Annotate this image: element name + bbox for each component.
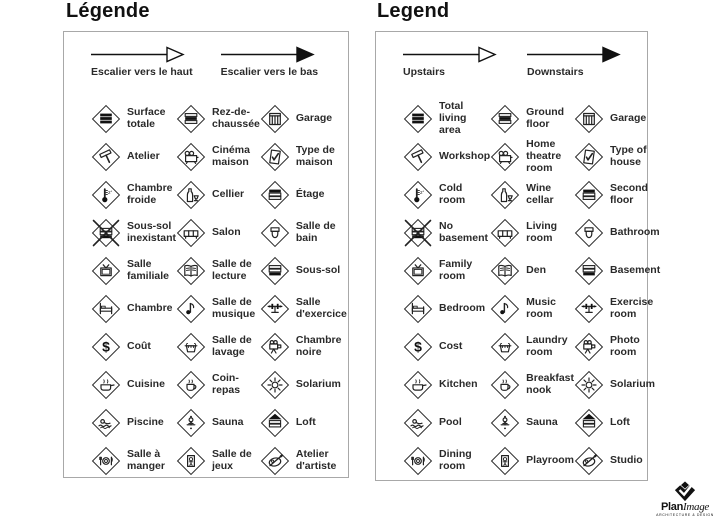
- photo-room-icon: [574, 332, 604, 362]
- legend-item-studio: [574, 442, 660, 480]
- legend-item-solarium: [260, 366, 347, 404]
- legend-item-total-living-area: [91, 100, 176, 138]
- upstairs-arrow-icon: [91, 46, 187, 63]
- legend-item-label: Bedroom: [439, 302, 486, 315]
- living-room-icon: [176, 218, 206, 248]
- legend-item-garage: [574, 100, 660, 138]
- legend-item-label: Salle de musique: [212, 296, 256, 320]
- laundry-room-icon: [490, 332, 520, 362]
- legend-item-label: Dining room: [439, 448, 472, 472]
- cold-room-icon: [403, 180, 433, 210]
- playroom-icon: [490, 446, 520, 476]
- wine-cellar-icon: [176, 180, 206, 210]
- legend-item-label: Salle à manger: [127, 448, 165, 472]
- sauna-icon: [176, 408, 206, 438]
- legend-item-wine-cellar: [490, 176, 574, 214]
- legend-item-label: Studio: [610, 454, 643, 467]
- downstairs-arrow-group: [527, 46, 623, 100]
- loft-icon: [260, 408, 290, 438]
- planimage-logo: [653, 480, 717, 517]
- second-floor-icon: [574, 180, 604, 210]
- legend-item-cold-room: [91, 176, 176, 214]
- family-room-icon: [403, 256, 433, 286]
- legend-item-total-living-area: [403, 100, 490, 138]
- legend-item-label: Coin-repas: [212, 372, 241, 396]
- legend-item-label: Playroom: [526, 454, 575, 467]
- laundry-room-icon: [176, 332, 206, 362]
- legend-item-label: Cost: [439, 340, 463, 353]
- legend-item-label: Loft: [295, 416, 316, 429]
- wine-cellar-icon: [490, 180, 520, 210]
- legend-item-basement: [260, 252, 347, 290]
- legend-title-en: Legend: [377, 0, 450, 22]
- legend-item-label: Sauna: [526, 416, 558, 429]
- legend-panel-en: [375, 31, 661, 481]
- legend-item-wine-cellar: [176, 176, 260, 214]
- garage-icon: [260, 104, 290, 134]
- legend-item-cost: [91, 328, 176, 366]
- living-room-icon: [490, 218, 520, 248]
- legend-item-label: Bathroom: [610, 226, 660, 239]
- legend-item-label: Solarium: [295, 378, 341, 391]
- sauna-icon: [490, 408, 520, 438]
- legend-item-label: Laundry room: [526, 334, 568, 358]
- legend-item-exercise-room: [574, 290, 660, 328]
- legend-item-label: Pool: [439, 416, 462, 429]
- kitchen-icon: [91, 370, 121, 400]
- legend-item-label: No basement: [439, 220, 489, 244]
- legend-item-home-theatre: [490, 138, 574, 176]
- family-room-icon: [91, 256, 121, 286]
- legend-item-pool: [403, 404, 490, 442]
- legend-item-workshop: [403, 138, 490, 176]
- legend-item-label: Photo room: [610, 334, 640, 358]
- legend-item-label: Garage: [295, 112, 333, 125]
- downstairs-arrow-icon: [221, 46, 317, 63]
- workshop-icon: [403, 142, 433, 172]
- logo-tagline: ARCHITECTURE & DESIGN: [656, 513, 714, 517]
- legend-item-music-room: [490, 290, 574, 328]
- legend-item-studio: [260, 442, 347, 480]
- legend-item-label: Second floor: [610, 182, 648, 206]
- legend-item-solarium: [574, 366, 660, 404]
- legend-item-second-floor: [260, 176, 347, 214]
- breakfast-nook-icon: [490, 370, 520, 400]
- legend-item-type-of-house: [574, 138, 660, 176]
- no-basement-icon: [403, 218, 433, 248]
- legend-item-music-room: [176, 290, 260, 328]
- bathroom-icon: [574, 218, 604, 248]
- cold-room-icon: [91, 180, 121, 210]
- legend-item-bedroom: [91, 290, 176, 328]
- legend-item-label: Salle d'exercice: [295, 296, 347, 320]
- legend-item-breakfast-nook: [176, 366, 260, 404]
- pool-icon: [91, 408, 121, 438]
- legend-item-label: Atelier d'artiste: [295, 448, 337, 472]
- legend-item-workshop: [91, 138, 176, 176]
- legend-item-cold-room: [403, 176, 490, 214]
- basement-icon: [260, 256, 290, 286]
- legend-item-cost: [403, 328, 490, 366]
- legend-item-no-basement: [403, 214, 490, 252]
- legend-item-label: Living room: [526, 220, 558, 244]
- legend-item-label: Garage: [610, 112, 647, 125]
- legend-item-label: Chambre: [127, 302, 173, 315]
- basement-icon: [574, 256, 604, 286]
- legend-item-dining-room: [403, 442, 490, 480]
- home-theatre-icon: [176, 142, 206, 172]
- music-room-icon: [176, 294, 206, 324]
- logo-text-plan: Plan: [660, 501, 684, 513]
- legend-item-label: Chambre froide: [127, 182, 173, 206]
- type-of-house-icon: [260, 142, 290, 172]
- ground-floor-icon: [176, 104, 206, 134]
- legend-item-label: Étage: [295, 188, 325, 201]
- legend-item-pool: [91, 404, 176, 442]
- upstairs-arrow-group: [403, 46, 499, 100]
- legend-title-fr: Légende: [66, 0, 150, 22]
- ground-floor-icon: [490, 104, 520, 134]
- legend-item-label: Chambre noire: [295, 334, 342, 358]
- legend-item-family-room: [91, 252, 176, 290]
- no-basement-icon: [91, 218, 121, 248]
- legend-item-label: Solarium: [610, 378, 655, 391]
- upstairs-arrow-label: Escalier vers le haut: [91, 66, 193, 78]
- studio-icon: [260, 446, 290, 476]
- downstairs-arrow-icon: [527, 46, 623, 63]
- legend-item-label: Music room: [526, 296, 556, 320]
- bedroom-icon: [91, 294, 121, 324]
- total-living-area-icon: [403, 104, 433, 134]
- legend-item-label: Type de maison: [295, 144, 335, 168]
- legend-item-label: Sauna: [212, 416, 244, 429]
- exercise-room-icon: [260, 294, 290, 324]
- stair-arrows-en: [403, 46, 647, 100]
- legend-item-label: Basement: [610, 264, 661, 277]
- legend-item-kitchen: [403, 366, 490, 404]
- legend-item-label: Type of house: [610, 144, 647, 168]
- legend-item-type-of-house: [260, 138, 347, 176]
- legend-item-sauna: [176, 404, 260, 442]
- legend-item-sauna: [490, 404, 574, 442]
- legend-item-breakfast-nook: [490, 366, 574, 404]
- legend-item-label: Sous-sol inexistant: [127, 220, 177, 244]
- legend-item-photo-room: [260, 328, 347, 366]
- logo-text-image: Image: [683, 501, 710, 513]
- legend-item-label: Salle de bain: [295, 220, 336, 244]
- legend-item-label: Salle familiale: [127, 258, 170, 282]
- stair-arrows-fr: [91, 46, 348, 100]
- bathroom-icon: [260, 218, 290, 248]
- legend-item-family-room: [403, 252, 490, 290]
- legend-item-label: Salon: [212, 226, 241, 239]
- legend-item-label: Piscine: [127, 416, 164, 429]
- loft-icon: [574, 408, 604, 438]
- legend-item-bathroom: [574, 214, 660, 252]
- kitchen-icon: [403, 370, 433, 400]
- legend-item-label: Kitchen: [439, 378, 478, 391]
- legend-item-second-floor: [574, 176, 660, 214]
- legend-item-label: Den: [526, 264, 546, 277]
- upstairs-arrow-group: [91, 46, 193, 100]
- planimage-logo-icon: [673, 480, 697, 502]
- legend-item-label: Salle de lavage: [212, 334, 252, 358]
- legend-item-label: Total living area: [439, 100, 467, 136]
- solarium-icon: [260, 370, 290, 400]
- upstairs-arrow-label: Upstairs: [403, 66, 446, 78]
- legend-item-laundry-room: [176, 328, 260, 366]
- second-floor-icon: [260, 180, 290, 210]
- downstairs-arrow-label: Downstairs: [527, 66, 584, 78]
- legend-item-label: Workshop: [439, 150, 491, 163]
- exercise-room-icon: [574, 294, 604, 324]
- dining-room-icon: [91, 446, 121, 476]
- legend-item-label: Breakfast nook: [526, 372, 575, 396]
- legend-item-laundry-room: [490, 328, 574, 366]
- legend-item-den: [490, 252, 574, 290]
- legend-item-label: Salle de lecture: [212, 258, 252, 282]
- legend-item-dining-room: [91, 442, 176, 480]
- legend-item-ground-floor: [490, 100, 574, 138]
- legend-item-living-room: [176, 214, 260, 252]
- legend-item-label: Sous-sol: [295, 264, 341, 277]
- legend-item-label: Ground floor: [526, 106, 565, 130]
- playroom-icon: [176, 446, 206, 476]
- legend-item-loft: [260, 404, 347, 442]
- legend-item-den: [176, 252, 260, 290]
- photo-room-icon: [260, 332, 290, 362]
- studio-icon: [574, 446, 604, 476]
- legend-item-label: Coût: [127, 340, 151, 353]
- legend-item-bathroom: [260, 214, 347, 252]
- legend-item-label: Exercise room: [610, 296, 654, 320]
- bedroom-icon: [403, 294, 433, 324]
- breakfast-nook-icon: [176, 370, 206, 400]
- legend-item-kitchen: [91, 366, 176, 404]
- legend-item-label: Family room: [439, 258, 473, 282]
- cost-icon: [91, 332, 121, 362]
- legend-item-bedroom: [403, 290, 490, 328]
- legend-item-exercise-room: [260, 290, 347, 328]
- dining-room-icon: [403, 446, 433, 476]
- legend-item-living-room: [490, 214, 574, 252]
- legend-item-no-basement: [91, 214, 176, 252]
- garage-icon: [574, 104, 604, 134]
- music-room-icon: [490, 294, 520, 324]
- legend-item-home-theatre: [176, 138, 260, 176]
- workshop-icon: [91, 142, 121, 172]
- legend-item-label: Loft: [610, 416, 630, 429]
- type-of-house-icon: [574, 142, 604, 172]
- legend-item-loft: [574, 404, 660, 442]
- legend-item-basement: [574, 252, 660, 290]
- legend-panel-fr: [63, 31, 349, 478]
- den-icon: [176, 256, 206, 286]
- legend-items-fr: [91, 100, 347, 480]
- legend-item-label: Salle de jeux: [212, 448, 252, 472]
- home-theatre-icon: [490, 142, 520, 172]
- legend-item-ground-floor: [176, 100, 260, 138]
- legend-item-label: Cellier: [212, 188, 245, 201]
- solarium-icon: [574, 370, 604, 400]
- legend-item-garage: [260, 100, 347, 138]
- total-living-area-icon: [91, 104, 121, 134]
- cost-icon: [403, 332, 433, 362]
- legend-item-playroom: [176, 442, 260, 480]
- legend-item-label: Atelier: [127, 150, 160, 163]
- legend-item-label: Cold room: [439, 182, 466, 206]
- legend-item-label: Cuisine: [127, 378, 165, 391]
- legend-item-label: Wine cellar: [526, 182, 554, 206]
- pool-icon: [403, 408, 433, 438]
- downstairs-arrow-label: Escalier vers le bas: [220, 66, 319, 78]
- legend-items-en: [403, 100, 661, 480]
- legend-item-label: Surface totale: [127, 106, 166, 130]
- legend-item-label: Home theatre room: [526, 138, 562, 174]
- legend-item-playroom: [490, 442, 574, 480]
- legend-item-label: Rez-de-chaussée: [212, 106, 260, 130]
- legend-item-photo-room: [574, 328, 660, 366]
- downstairs-arrow-group: [221, 46, 319, 100]
- upstairs-arrow-icon: [403, 46, 499, 63]
- planimage-logo-text: [653, 502, 717, 512]
- legend-item-label: Cinéma maison: [212, 144, 250, 168]
- den-icon: [490, 256, 520, 286]
